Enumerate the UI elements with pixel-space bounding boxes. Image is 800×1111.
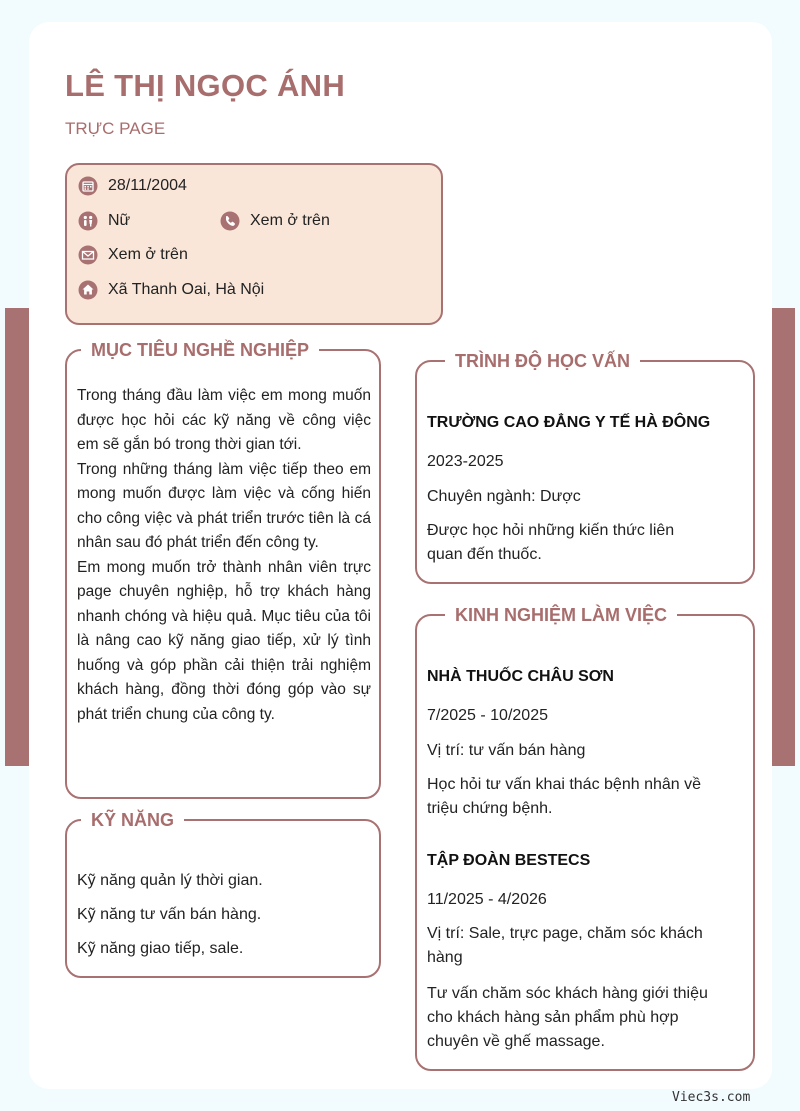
home-icon: [78, 280, 98, 300]
left-accent-band: [5, 308, 29, 766]
objective-paragraph: Trong tháng đầu làm việc em mong muốn được học hỏi các kỹ năng về công việc em sẽ gắn bó trong thời gian tới.: [77, 387, 371, 453]
job-description: Tư vấn chăm sóc khách hàng giới thiệu cho khách hàng sản phẩm phù hợp chuyên về ghế massage.: [427, 985, 708, 1050]
job-role: Vị trí: tư vấn bán hàng: [427, 742, 586, 759]
objective-paragraph: Em mong muốn trở thành nhân viên trực page chuyên nghiệp, hỗ trợ khách hàng nhanh chóng và hiệu quả. Mục tiêu của tôi là nâng cao kỹ năng giao tiếp, xử lý tình huống và góp phần cải thiện trải nghiệm khách hàng, đồng thời đóng góp vào sự phát triển chung của công ty.: [77, 558, 371, 723]
job-role: Vị trí: Sale, trực page, chăm sóc khách hàng: [427, 925, 703, 966]
candidate-name: LÊ THỊ NGỌC ÁNH: [65, 68, 346, 103]
address-value: Xã Thanh Oai, Hà Nội: [108, 281, 265, 298]
gender-icon: [78, 211, 98, 231]
skills-section: [65, 810, 381, 978]
education-major: Chuyên ngành: Dược: [427, 488, 581, 505]
objective-section: [65, 340, 381, 799]
experience-section: [415, 605, 755, 1071]
education-description: Được học hỏi những kiến thức liên quan đến thuốc.: [427, 522, 675, 563]
gender-value: Nữ: [108, 212, 131, 229]
mail-icon: [78, 245, 98, 265]
phone-row: [220, 211, 330, 231]
education-title: TRÌNH ĐỘ HỌC VẤN: [445, 349, 640, 373]
watermark: Viec3s.com: [672, 1090, 751, 1105]
email-row: [78, 245, 188, 265]
objective-title: MỤC TIÊU NGHỀ NGHIỆP: [81, 338, 319, 362]
job-company: TẬP ĐOÀN BESTECS: [427, 852, 591, 869]
email-value: Xem ở trên: [108, 246, 188, 263]
right-accent-band: [771, 308, 795, 766]
address-row: [78, 280, 264, 300]
objective-text: [77, 384, 371, 727]
school-name: TRƯỜNG CAO ĐẲNG Y TẾ HÀ ĐÔNG: [427, 414, 711, 431]
calendar-icon: [78, 176, 98, 196]
candidate-position: TRỰC PAGE: [65, 119, 166, 138]
skill-item: Kỹ năng giao tiếp, sale.: [77, 940, 244, 957]
experience-title: KINH NGHIỆM LÀM VIỆC: [445, 603, 677, 627]
birthday-value: 28/11/2004: [108, 177, 187, 194]
job-period: 7/2025 - 10/2025: [427, 707, 548, 724]
skills-title: KỸ NĂNG: [81, 808, 184, 832]
job-description: Học hỏi tư vấn khai thác bệnh nhân về triệu chứng bệnh.: [427, 776, 701, 817]
birthday-row: [78, 176, 187, 196]
skill-item: Kỹ năng tư vấn bán hàng.: [77, 906, 262, 923]
job-company: NHÀ THUỐC CHÂU SƠN: [427, 668, 614, 685]
phone-icon: [220, 211, 240, 231]
phone-value: Xem ở trên: [250, 212, 330, 229]
gender-row: [78, 211, 130, 231]
objective-paragraph: Trong những tháng làm việc tiếp theo em mong muốn được làm việc và cống hiến cho công việc và phát triển trước tiên là cá nhân sau đó phát triển đến công ty.: [77, 460, 371, 551]
contact-info-box: [65, 163, 443, 325]
education-period: 2023-2025: [427, 453, 504, 470]
job-period: 11/2025 - 4/2026: [427, 891, 547, 908]
skill-item: Kỹ năng quản lý thời gian.: [77, 872, 263, 889]
education-section: [415, 351, 755, 584]
